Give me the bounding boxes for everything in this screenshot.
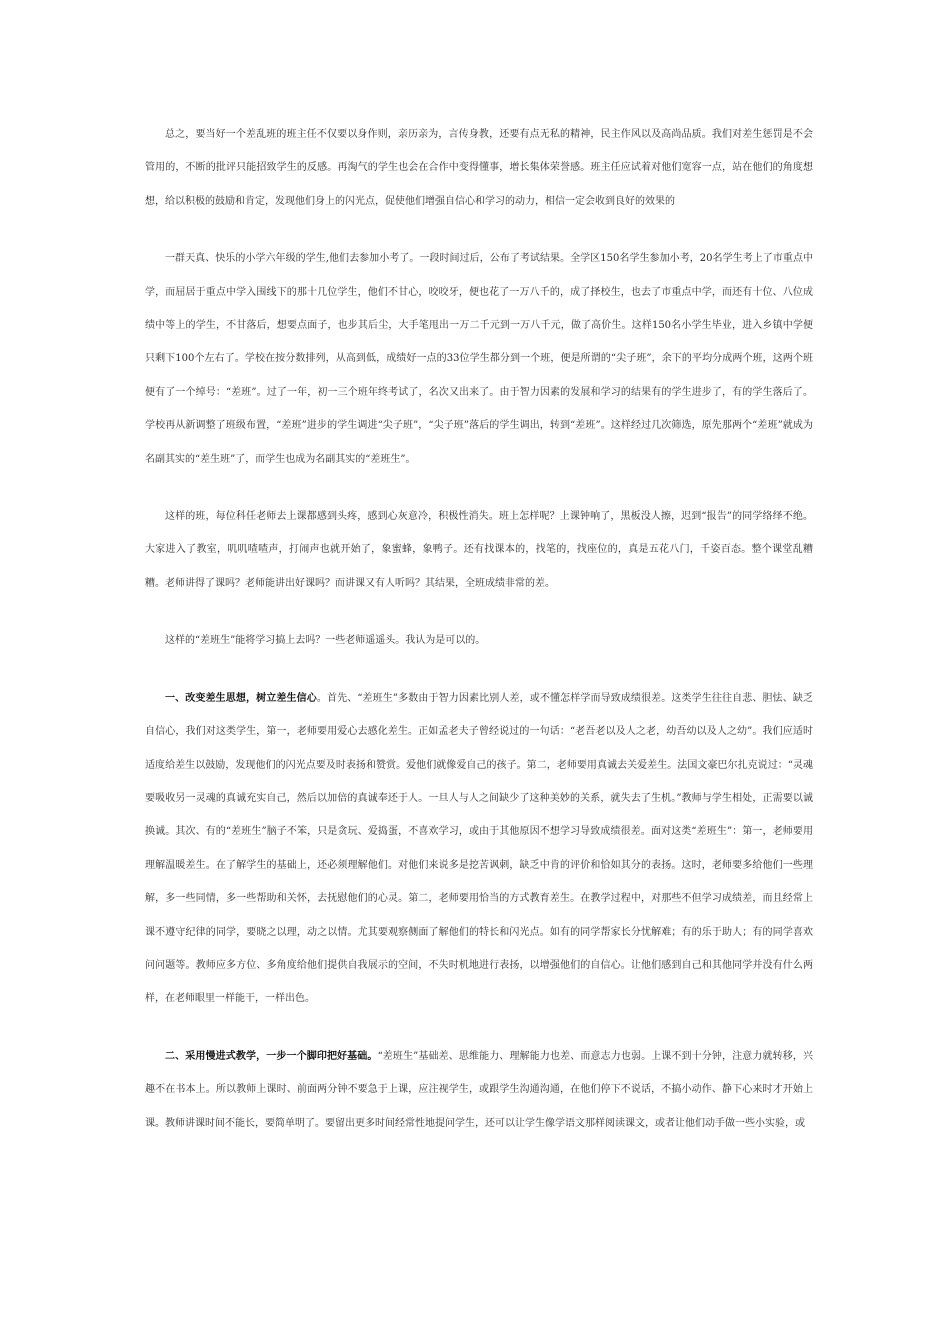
paragraph-method-two (145, 1040, 813, 1140)
paragraph-heading: 二、采用慢进式教学，一步一个脚印把好基础。 (165, 1050, 378, 1062)
paragraph-text: “差班生”基础差、思维能力、理解能力也差、而意志力也弱。上课不到十分钟，注意力就转移，兴趣不在书本上。所以教师上课时、前面两分钟不要急于上课，应注视学生，或跟学生沟通沟通，在他们停下不说话，不搞小动作、静下心来时才开始上课。教师讲课时间不能长，要简单明了。要留出更多时间经常性地提问学生，还可以让学生像学语文那样阅读课文，或者让他们动手做一些小实验，或 (145, 1050, 814, 1129)
paragraph-heading: 一、改变差生思想，树立差生信心 (165, 692, 317, 704)
paragraph-summary (145, 118, 813, 218)
paragraph-class-situation (145, 500, 813, 600)
paragraph-text: 总之，要当好一个差乱班的班主任不仅要以身作则，亲历亲为，言传身教，还要有点无私的精神，民主作风以及高尚品质。我们对差生惩罚是不会管用的，不断的批评只能招致学生的反感。再淘气的学生也会在合作中变得懂事，增长集体荣誉感。班主任应试着对他们宽容一点，站在他们的角度想想，给以积极的鼓励和肯定，发现他们身上的闪光点，促使他们增强自信心和学习的动力，相信一定会收到良好的效果的 (145, 129, 813, 207)
paragraph-text: 这样的“差班生”能将学习搞上去吗？一些老师遥遥头。我认为是可以的。 (165, 635, 486, 647)
document-body (145, 118, 813, 1140)
paragraph-text: 一群天真、快乐的小学六年级的学生,他们去参加小考了。一段时间过后，公布了考试结果。全学区150名学生参加小考，20名学生考上了市重点中学，而屈居于重点中学入围线下的那十几位学生，他们不甘心，咬咬牙，便也花了一万八千的，成了择校生，也去了市重点中学，而还有十位、八位成绩中等上的学生，不甘落后，想要点面子，也步其后尘，大手笔甩出一万二千元到一万八千元，做了高价生。这样150名小学生毕业，进入乡镇中学便只剩下100个左右了。学校在按分数排列，从高到低，成绩好一点的33位学生都分到一个班，便是所谓的“尖子班”，余下的平均分成两个班，这两个班便有了一个绰号：“差班”。过了一年，初一三个班年终考试了，名次又出来了。由于智力因素的发展和学习的结果有的学生进步了，有的学生落后了。学校再从新调整了班级布置，“差班”进步的学生调进“尖子班”，“尖子班”落后的学生调出，转到“差班”。这样经过几次筛选，原先那两个“差班”就成为名副其实的“差生班”了，而学生也成为名副其实的“差班生”。 (145, 253, 813, 465)
paragraph-text: 这样的班，每位科任老师去上课都感到头疼，感到心灰意冷，积极性消失。班上怎样呢？上课钟响了，黑板没人擦，迟到“报告”的同学络绎不绝。大家进入了教室，叽叽喳喳声，打闹声也就开始了，象蜜蜂，象鸭子。还有找课本的，找笔的，找座位的，真是五花八门，千姿百态。整个课堂乱糟糟。老师讲得了课吗？老师能讲出好课吗？而讲课又有人听吗？其结果，全班成绩非常的差。 (145, 511, 813, 589)
paragraph-question (145, 624, 813, 657)
paragraph-method-one (145, 682, 813, 1016)
paragraph-text: 。首先、“差班生”多数由于智力因素比别人差，或不懂怎样学而导致成绩很差。这类学生往往自悲、胆怯、缺乏自信心，我们对这类学生，第一，老师要用爱心去感化差生。正如孟老夫子曾经说过的一句话：“老吾老以及人之老，幼吾幼以及人之幼”。我们应适时适度给差生以鼓励，发现他们的闪光点要及时表扬和赞赏。爱他们就像爱自己的孩子。第二，老师要用真诚去关爱差生。法国文豪巴尔扎克说过：“灵魂要吸收另一灵魂的真诚充实自己，然后以加倍的真诚奉还于人。一旦人与人之间缺少了这种美妙的关系，就失去了生机。”教师与学生相处，正需要以诚换诚。其次、有的“差班生”脑子不笨，只是贪玩、爱捣蛋，不喜欢学习，或由于其他原因不想学习导致成绩很差。面对这类“差班生”：第一，老师要用理解温暖差生。在了解学生的基础上，还必须理解他们。对他们来说多是挖苦讽刺，缺乏中肯的评价和恰如其分的表扬。这时，老师要多给他们一些理解，多一些同情，多一些帮助和关怀，去抚慰他们的心灵。第二，老师要用恰当的方式教育差生。在教学过程中，对那些不但学习成绩差，而且经常上课不遵守纪律的同学，要晓之以理，动之以情。尤其要观察侧面了解他们的特长和闪光点。如有的同学帮家长分忧解难；有的乐于助人；有的同学喜欢问问题等。教师应多方位、多角度给他们提供自我展示的空间，不失时机地进行表扬，以增强他们的自信心。让他们感到自己和其他同学并没有什么两样，在老师眼里一样能干，一样出色。 (145, 692, 813, 1005)
paragraph-background (145, 242, 813, 476)
